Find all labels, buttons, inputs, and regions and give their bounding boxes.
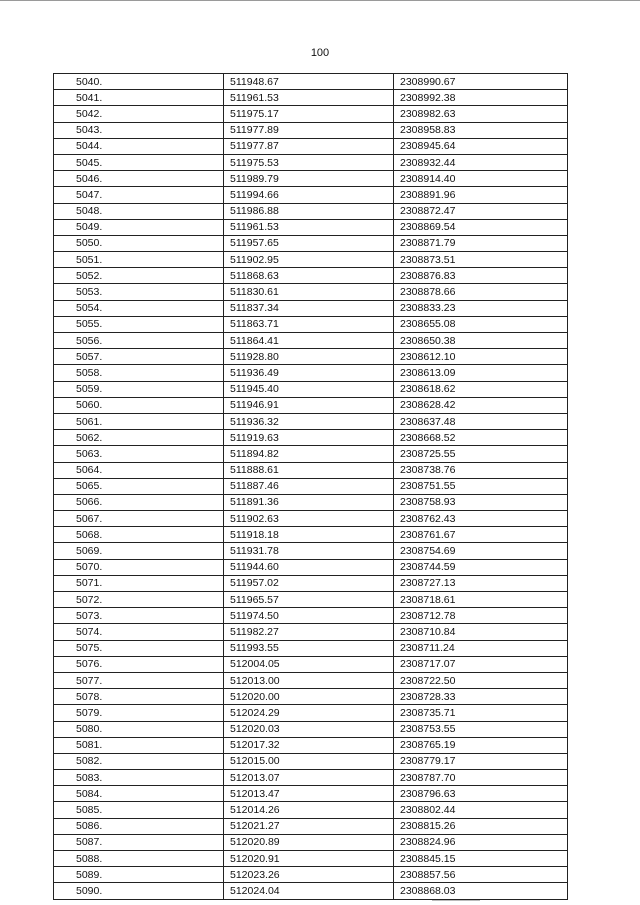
- x-coordinate-cell: 511868.63: [224, 268, 394, 284]
- point-number-cell: 5046.: [54, 171, 224, 187]
- table-row: [54, 689, 568, 705]
- x-coordinate-cell: 512017.32: [224, 737, 394, 753]
- point-number-cell: 5040.: [54, 74, 224, 90]
- point-number-cell: 5048.: [54, 203, 224, 219]
- x-coordinate-cell: 511863.71: [224, 316, 394, 332]
- table-row: [54, 235, 568, 251]
- x-coordinate-cell: 511945.40: [224, 381, 394, 397]
- table-row: [54, 381, 568, 397]
- point-number-cell: 5085.: [54, 802, 224, 818]
- table-row: [54, 721, 568, 737]
- x-coordinate-cell: 511957.65: [224, 235, 394, 251]
- y-coordinate-cell: 2308891.96: [394, 187, 568, 203]
- y-coordinate-cell: 2308717.07: [394, 656, 568, 672]
- x-coordinate-cell: 511965.57: [224, 592, 394, 608]
- point-number-cell: 5077.: [54, 672, 224, 688]
- y-coordinate-cell: 2308869.54: [394, 219, 568, 235]
- point-number-cell: 5047.: [54, 187, 224, 203]
- point-number-cell: 5061.: [54, 413, 224, 429]
- x-coordinate-cell: 512013.00: [224, 672, 394, 688]
- point-number-cell: 5084.: [54, 786, 224, 802]
- x-coordinate-cell: 511974.50: [224, 608, 394, 624]
- table-row: [54, 834, 568, 850]
- x-coordinate-cell: 511894.82: [224, 446, 394, 462]
- y-coordinate-cell: 2308711.24: [394, 640, 568, 656]
- x-coordinate-cell: 512015.00: [224, 753, 394, 769]
- table-row: [54, 672, 568, 688]
- y-coordinate-cell: 2308872.47: [394, 203, 568, 219]
- table-row: [54, 154, 568, 170]
- point-number-cell: 5045.: [54, 154, 224, 170]
- table-row: [54, 90, 568, 106]
- x-coordinate-cell: 512020.91: [224, 851, 394, 867]
- table-row: [54, 543, 568, 559]
- x-coordinate-cell: 511957.02: [224, 575, 394, 591]
- page-top-rule: [0, 0, 640, 1]
- y-coordinate-cell: 2308982.63: [394, 106, 568, 122]
- table-row: [54, 462, 568, 478]
- x-coordinate-cell: 511902.63: [224, 511, 394, 527]
- point-number-cell: 5080.: [54, 721, 224, 737]
- x-coordinate-cell: 512020.03: [224, 721, 394, 737]
- point-number-cell: 5041.: [54, 90, 224, 106]
- x-coordinate-cell: 511975.53: [224, 154, 394, 170]
- x-coordinate-cell: 511993.55: [224, 640, 394, 656]
- table-row: [54, 883, 568, 899]
- table-row: [54, 333, 568, 349]
- x-coordinate-cell: 511948.67: [224, 74, 394, 90]
- table-row: [54, 446, 568, 462]
- y-coordinate-cell: 2308735.71: [394, 705, 568, 721]
- y-coordinate-cell: 2308758.93: [394, 494, 568, 510]
- point-number-cell: 5065.: [54, 478, 224, 494]
- y-coordinate-cell: 2308857.56: [394, 867, 568, 883]
- y-coordinate-cell: 2308914.40: [394, 171, 568, 187]
- table-row: [54, 592, 568, 608]
- x-coordinate-cell: 511961.53: [224, 219, 394, 235]
- point-number-cell: 5054.: [54, 300, 224, 316]
- table-row: [54, 74, 568, 90]
- point-number-cell: 5068.: [54, 527, 224, 543]
- y-coordinate-cell: 2308765.19: [394, 737, 568, 753]
- x-coordinate-cell: 512004.05: [224, 656, 394, 672]
- x-coordinate-cell: 512020.89: [224, 834, 394, 850]
- table-row: [54, 478, 568, 494]
- table-row: [54, 171, 568, 187]
- table-row: [54, 802, 568, 818]
- y-coordinate-cell: 2308932.44: [394, 154, 568, 170]
- table-row: [54, 851, 568, 867]
- y-coordinate-cell: 2308845.15: [394, 851, 568, 867]
- y-coordinate-cell: 2308833.23: [394, 300, 568, 316]
- x-coordinate-cell: 512020.00: [224, 689, 394, 705]
- x-coordinate-cell: 511936.32: [224, 413, 394, 429]
- point-number-cell: 5051.: [54, 252, 224, 268]
- y-coordinate-cell: 2308787.70: [394, 770, 568, 786]
- table-row: [54, 511, 568, 527]
- x-coordinate-cell: 511919.63: [224, 430, 394, 446]
- point-number-cell: 5074.: [54, 624, 224, 640]
- y-coordinate-cell: 2308824.96: [394, 834, 568, 850]
- x-coordinate-cell: 511928.80: [224, 349, 394, 365]
- point-number-cell: 5044.: [54, 138, 224, 154]
- point-number-cell: 5055.: [54, 316, 224, 332]
- x-coordinate-cell: 511994.66: [224, 187, 394, 203]
- x-coordinate-cell: 511888.61: [224, 462, 394, 478]
- x-coordinate-cell: 512013.07: [224, 770, 394, 786]
- point-number-cell: 5071.: [54, 575, 224, 591]
- y-coordinate-cell: 2308738.76: [394, 462, 568, 478]
- x-coordinate-cell: 511936.49: [224, 365, 394, 381]
- y-coordinate-cell: 2308779.17: [394, 753, 568, 769]
- x-coordinate-cell: 512021.27: [224, 818, 394, 834]
- y-coordinate-cell: 2308718.61: [394, 592, 568, 608]
- point-number-cell: 5078.: [54, 689, 224, 705]
- coordinate-table: [53, 73, 568, 900]
- x-coordinate-cell: 511891.36: [224, 494, 394, 510]
- point-number-cell: 5062.: [54, 430, 224, 446]
- point-number-cell: 5072.: [54, 592, 224, 608]
- y-coordinate-cell: 2308725.55: [394, 446, 568, 462]
- y-coordinate-cell: 2308868.03: [394, 883, 568, 899]
- y-coordinate-cell: 2308710.84: [394, 624, 568, 640]
- table-row: [54, 252, 568, 268]
- point-number-cell: 5075.: [54, 640, 224, 656]
- table-row: [54, 300, 568, 316]
- table-row: [54, 316, 568, 332]
- y-coordinate-cell: 2308650.38: [394, 333, 568, 349]
- x-coordinate-cell: 512013.47: [224, 786, 394, 802]
- table-row: [54, 494, 568, 510]
- table-row: [54, 705, 568, 721]
- x-coordinate-cell: 512024.04: [224, 883, 394, 899]
- y-coordinate-cell: 2308628.42: [394, 397, 568, 413]
- x-coordinate-cell: 511887.46: [224, 478, 394, 494]
- y-coordinate-cell: 2308873.51: [394, 252, 568, 268]
- table-row: [54, 867, 568, 883]
- point-number-cell: 5066.: [54, 494, 224, 510]
- y-coordinate-cell: 2308744.59: [394, 559, 568, 575]
- point-number-cell: 5069.: [54, 543, 224, 559]
- table-row: [54, 608, 568, 624]
- y-coordinate-cell: 2308612.10: [394, 349, 568, 365]
- x-coordinate-cell: 511830.61: [224, 284, 394, 300]
- y-coordinate-cell: 2308958.83: [394, 122, 568, 138]
- table-row: [54, 187, 568, 203]
- y-coordinate-cell: 2308751.55: [394, 478, 568, 494]
- table-row: [54, 284, 568, 300]
- point-number-cell: 5063.: [54, 446, 224, 462]
- table-row: [54, 365, 568, 381]
- x-coordinate-cell: 511902.95: [224, 252, 394, 268]
- y-coordinate-cell: 2308728.33: [394, 689, 568, 705]
- x-coordinate-cell: 511961.53: [224, 90, 394, 106]
- point-number-cell: 5082.: [54, 753, 224, 769]
- point-number-cell: 5058.: [54, 365, 224, 381]
- point-number-cell: 5083.: [54, 770, 224, 786]
- table-row: [54, 397, 568, 413]
- point-number-cell: 5052.: [54, 268, 224, 284]
- y-coordinate-cell: 2308802.44: [394, 802, 568, 818]
- x-coordinate-cell: 511982.27: [224, 624, 394, 640]
- y-coordinate-cell: 2308712.78: [394, 608, 568, 624]
- y-coordinate-cell: 2308945.64: [394, 138, 568, 154]
- point-number-cell: 5057.: [54, 349, 224, 365]
- y-coordinate-cell: 2308815.26: [394, 818, 568, 834]
- point-number-cell: 5042.: [54, 106, 224, 122]
- table-row: [54, 575, 568, 591]
- y-coordinate-cell: 2308876.83: [394, 268, 568, 284]
- y-coordinate-cell: 2308878.66: [394, 284, 568, 300]
- table-row: [54, 559, 568, 575]
- table-row: [54, 753, 568, 769]
- x-coordinate-cell: 511837.34: [224, 300, 394, 316]
- x-coordinate-cell: 511977.87: [224, 138, 394, 154]
- point-number-cell: 5056.: [54, 333, 224, 349]
- x-coordinate-cell: 511986.88: [224, 203, 394, 219]
- y-coordinate-cell: 2308990.67: [394, 74, 568, 90]
- y-coordinate-cell: 2308722.50: [394, 672, 568, 688]
- point-number-cell: 5079.: [54, 705, 224, 721]
- point-number-cell: 5043.: [54, 122, 224, 138]
- point-number-cell: 5053.: [54, 284, 224, 300]
- table-row: [54, 106, 568, 122]
- table-row: [54, 138, 568, 154]
- page-number: 100: [310, 47, 330, 59]
- table-row: [54, 786, 568, 802]
- table-row: [54, 203, 568, 219]
- table-row: [54, 413, 568, 429]
- x-coordinate-cell: 512023.26: [224, 867, 394, 883]
- table-row: [54, 770, 568, 786]
- y-coordinate-cell: 2308754.69: [394, 543, 568, 559]
- point-number-cell: 5060.: [54, 397, 224, 413]
- point-number-cell: 5049.: [54, 219, 224, 235]
- point-number-cell: 5081.: [54, 737, 224, 753]
- y-coordinate-cell: 2308753.55: [394, 721, 568, 737]
- x-coordinate-cell: 511864.41: [224, 333, 394, 349]
- table-row: [54, 122, 568, 138]
- point-number-cell: 5089.: [54, 867, 224, 883]
- y-coordinate-cell: 2308762.43: [394, 511, 568, 527]
- point-number-cell: 5087.: [54, 834, 224, 850]
- x-coordinate-cell: 511975.17: [224, 106, 394, 122]
- table-row: [54, 640, 568, 656]
- x-coordinate-cell: 512014.26: [224, 802, 394, 818]
- y-coordinate-cell: 2308871.79: [394, 235, 568, 251]
- y-coordinate-cell: 2308727.13: [394, 575, 568, 591]
- x-coordinate-cell: 512024.29: [224, 705, 394, 721]
- y-coordinate-cell: 2308796.63: [394, 786, 568, 802]
- x-coordinate-cell: 511946.91: [224, 397, 394, 413]
- point-number-cell: 5086.: [54, 818, 224, 834]
- x-coordinate-cell: 511931.78: [224, 543, 394, 559]
- table-row: [54, 527, 568, 543]
- table-row: [54, 349, 568, 365]
- y-coordinate-cell: 2308655.08: [394, 316, 568, 332]
- point-number-cell: 5064.: [54, 462, 224, 478]
- y-coordinate-cell: 2308618.62: [394, 381, 568, 397]
- y-coordinate-cell: 2308613.09: [394, 365, 568, 381]
- table-row: [54, 430, 568, 446]
- y-coordinate-cell: 2308992.38: [394, 90, 568, 106]
- footer-mark: [432, 900, 480, 901]
- point-number-cell: 5088.: [54, 851, 224, 867]
- y-coordinate-cell: 2308637.48: [394, 413, 568, 429]
- table-row: [54, 268, 568, 284]
- table-row: [54, 656, 568, 672]
- point-number-cell: 5050.: [54, 235, 224, 251]
- point-number-cell: 5059.: [54, 381, 224, 397]
- point-number-cell: 5070.: [54, 559, 224, 575]
- table-row: [54, 624, 568, 640]
- x-coordinate-cell: 511989.79: [224, 171, 394, 187]
- x-coordinate-cell: 511944.60: [224, 559, 394, 575]
- y-coordinate-cell: 2308761.67: [394, 527, 568, 543]
- point-number-cell: 5090.: [54, 883, 224, 899]
- x-coordinate-cell: 511918.18: [224, 527, 394, 543]
- table-row: [54, 737, 568, 753]
- point-number-cell: 5067.: [54, 511, 224, 527]
- point-number-cell: 5076.: [54, 656, 224, 672]
- x-coordinate-cell: 511977.89: [224, 122, 394, 138]
- y-coordinate-cell: 2308668.52: [394, 430, 568, 446]
- table-row: [54, 818, 568, 834]
- table-row: [54, 219, 568, 235]
- coordinate-table-body: [54, 74, 568, 900]
- point-number-cell: 5073.: [54, 608, 224, 624]
